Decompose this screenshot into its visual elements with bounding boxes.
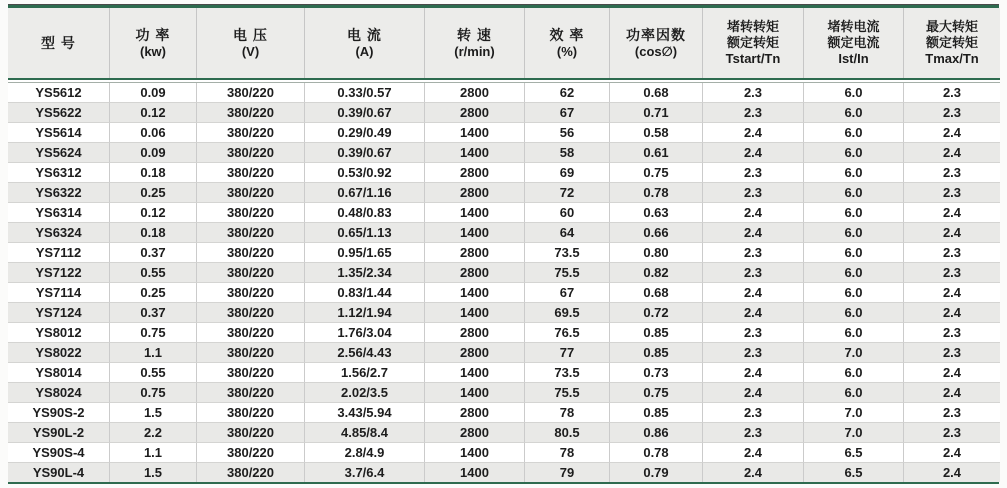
value-cell: 380/220 <box>197 383 305 403</box>
value-cell: 6.0 <box>804 163 904 183</box>
value-cell: 6.0 <box>804 143 904 163</box>
value-cell: 1.35/2.34 <box>305 263 425 283</box>
value-cell: 0.39/0.67 <box>305 103 425 123</box>
value-cell: 7.0 <box>804 423 904 443</box>
table-row <box>8 143 1000 163</box>
value-cell: 2.3 <box>703 263 804 283</box>
col-header-label2: 额定转矩 <box>925 35 978 50</box>
value-cell: 76.5 <box>525 323 610 343</box>
table-row <box>8 83 1000 103</box>
value-cell: 1.5 <box>110 403 197 423</box>
col-header-label: 堵转电流 <box>827 19 880 34</box>
table-row <box>8 443 1000 463</box>
value-cell: 6.0 <box>804 323 904 343</box>
value-cell: 0.55 <box>110 263 197 283</box>
value-cell: 380/220 <box>197 223 305 243</box>
value-cell: 380/220 <box>197 203 305 223</box>
col-header-power <box>110 8 197 78</box>
value-cell: 1400 <box>425 463 525 482</box>
value-cell: 1400 <box>425 383 525 403</box>
table-row <box>8 123 1000 143</box>
value-cell: 0.85 <box>610 403 703 423</box>
value-cell: 73.5 <box>525 243 610 263</box>
value-cell: 2.3 <box>703 83 804 103</box>
table-row <box>8 183 1000 203</box>
value-cell: 6.0 <box>804 363 904 383</box>
value-cell: 380/220 <box>197 443 305 463</box>
value-cell: 2.4 <box>703 303 804 323</box>
value-cell: 2.3 <box>703 183 804 203</box>
value-cell: 2.4 <box>703 123 804 143</box>
model-cell: YS7114 <box>8 283 110 303</box>
value-cell: 6.0 <box>804 243 904 263</box>
value-cell: 2.4 <box>904 463 1000 482</box>
value-cell: 0.80 <box>610 243 703 263</box>
value-cell: 380/220 <box>197 163 305 183</box>
value-cell: 1400 <box>425 143 525 163</box>
model-cell: YS90L-2 <box>8 423 110 443</box>
col-header-label: 最大转矩 <box>925 19 978 34</box>
value-cell: 4.85/8.4 <box>305 423 425 443</box>
col-header-unit: (V) <box>241 43 260 59</box>
value-cell: 2800 <box>425 103 525 123</box>
value-cell: 0.85 <box>610 323 703 343</box>
value-cell: 0.68 <box>610 283 703 303</box>
col-header-label: 电 流 <box>347 26 382 43</box>
value-cell: 0.79 <box>610 463 703 482</box>
value-cell: 0.75 <box>110 323 197 343</box>
col-header-label: 转 速 <box>457 26 492 43</box>
value-cell: 1.12/1.94 <box>305 303 425 323</box>
value-cell: 380/220 <box>197 183 305 203</box>
value-cell: 0.18 <box>110 223 197 243</box>
table-row <box>8 243 1000 263</box>
table-row <box>8 463 1000 482</box>
model-cell: YS7124 <box>8 303 110 323</box>
value-cell: 380/220 <box>197 83 305 103</box>
model-cell: YS6312 <box>8 163 110 183</box>
col-header-label: 堵转转矩 <box>726 19 779 34</box>
value-cell: 2.4 <box>904 383 1000 403</box>
value-cell: 0.12 <box>110 103 197 123</box>
value-cell: 6.0 <box>804 123 904 143</box>
value-cell: 2.4 <box>703 443 804 463</box>
value-cell: 79 <box>525 463 610 482</box>
table-row <box>8 263 1000 283</box>
value-cell: 67 <box>525 103 610 123</box>
motor-spec-table <box>8 8 1000 482</box>
value-cell: 0.68 <box>610 83 703 103</box>
value-cell: 0.39/0.67 <box>305 143 425 163</box>
model-cell: YS5614 <box>8 123 110 143</box>
value-cell: 1.1 <box>110 443 197 463</box>
value-cell: 60 <box>525 203 610 223</box>
value-cell: 1400 <box>425 443 525 463</box>
col-header-unit: (r/min) <box>454 43 495 59</box>
value-cell: 1400 <box>425 223 525 243</box>
value-cell: 0.48/0.83 <box>305 203 425 223</box>
value-cell: 2.3 <box>703 243 804 263</box>
motor-spec-table-container <box>8 5 999 484</box>
value-cell: 80.5 <box>525 423 610 443</box>
model-cell: YS90L-4 <box>8 463 110 482</box>
value-cell: 380/220 <box>197 103 305 123</box>
value-cell: 58 <box>525 143 610 163</box>
value-cell: 0.09 <box>110 83 197 103</box>
model-cell: YS7112 <box>8 243 110 263</box>
col-header-unit: (%) <box>556 43 578 59</box>
value-cell: 380/220 <box>197 263 305 283</box>
value-cell: 67 <box>525 283 610 303</box>
model-cell: YS8014 <box>8 363 110 383</box>
value-cell: 6.0 <box>804 383 904 403</box>
value-cell: 62 <box>525 83 610 103</box>
value-cell: 1.56/2.7 <box>305 363 425 383</box>
value-cell: 380/220 <box>197 423 305 443</box>
value-cell: 0.65/1.13 <box>305 223 425 243</box>
model-cell: YS5622 <box>8 103 110 123</box>
value-cell: 6.5 <box>804 443 904 463</box>
col-header-ratio: Tstart/Tn <box>725 51 781 66</box>
value-cell: 6.0 <box>804 303 904 323</box>
value-cell: 7.0 <box>804 403 904 423</box>
col-header-label: 功率因数 <box>626 26 686 43</box>
value-cell: 77 <box>525 343 610 363</box>
header-row <box>8 8 1000 78</box>
value-cell: 7.0 <box>804 343 904 363</box>
value-cell: 2.3 <box>904 423 1000 443</box>
value-cell: 6.0 <box>804 83 904 103</box>
value-cell: 2.4 <box>904 283 1000 303</box>
model-cell: YS90S-2 <box>8 403 110 423</box>
value-cell: 2800 <box>425 163 525 183</box>
col-header-label: 功 率 <box>135 26 171 43</box>
value-cell: 0.29/0.49 <box>305 123 425 143</box>
value-cell: 380/220 <box>197 243 305 263</box>
col-header-label: 型 号 <box>41 34 76 51</box>
value-cell: 3.7/6.4 <box>305 463 425 482</box>
value-cell: 78 <box>525 403 610 423</box>
value-cell: 2.3 <box>703 163 804 183</box>
table-body <box>8 83 1000 482</box>
value-cell: 2.4 <box>703 143 804 163</box>
value-cell: 1400 <box>425 363 525 383</box>
value-cell: 380/220 <box>197 143 305 163</box>
value-cell: 0.37 <box>110 303 197 323</box>
value-cell: 2800 <box>425 183 525 203</box>
col-header-model <box>8 8 110 78</box>
value-cell: 2800 <box>425 423 525 443</box>
value-cell: 2.3 <box>904 163 1000 183</box>
col-header-current <box>305 8 425 78</box>
model-cell: YS8024 <box>8 383 110 403</box>
value-cell: 2.4 <box>904 363 1000 383</box>
value-cell: 78 <box>525 443 610 463</box>
value-cell: 6.0 <box>804 103 904 123</box>
col-header-speed <box>425 8 525 78</box>
table-header <box>8 8 1000 83</box>
col-header-label2: 额定转矩 <box>726 35 779 50</box>
value-cell: 380/220 <box>197 323 305 343</box>
col-header-max-torque <box>904 8 1000 78</box>
value-cell: 380/220 <box>197 463 305 482</box>
value-cell: 0.37 <box>110 243 197 263</box>
value-cell: 0.75 <box>610 383 703 403</box>
col-header-label: 电 压 <box>233 26 268 43</box>
value-cell: 2.8/4.9 <box>305 443 425 463</box>
value-cell: 0.71 <box>610 103 703 123</box>
value-cell: 2.3 <box>904 103 1000 123</box>
value-cell: 75.5 <box>525 263 610 283</box>
value-cell: 2.4 <box>703 463 804 482</box>
value-cell: 0.66 <box>610 223 703 243</box>
table-row <box>8 203 1000 223</box>
value-cell: 0.67/1.16 <box>305 183 425 203</box>
model-cell: YS8022 <box>8 343 110 363</box>
value-cell: 3.43/5.94 <box>305 403 425 423</box>
value-cell: 0.09 <box>110 143 197 163</box>
value-cell: 2.4 <box>703 283 804 303</box>
value-cell: 0.55 <box>110 363 197 383</box>
value-cell: 0.25 <box>110 283 197 303</box>
value-cell: 2.4 <box>904 303 1000 323</box>
value-cell: 2800 <box>425 323 525 343</box>
col-header-locked-rotor-current <box>804 8 904 78</box>
value-cell: 69.5 <box>525 303 610 323</box>
value-cell: 2.3 <box>904 243 1000 263</box>
value-cell: 2800 <box>425 243 525 263</box>
value-cell: 64 <box>525 223 610 243</box>
table-row <box>8 403 1000 423</box>
value-cell: 0.78 <box>610 183 703 203</box>
value-cell: 69 <box>525 163 610 183</box>
value-cell: 1400 <box>425 203 525 223</box>
value-cell: 2.3 <box>703 343 804 363</box>
value-cell: 0.86 <box>610 423 703 443</box>
model-cell: YS5612 <box>8 83 110 103</box>
value-cell: 0.58 <box>610 123 703 143</box>
value-cell: 75.5 <box>525 383 610 403</box>
table-row <box>8 303 1000 323</box>
value-cell: 2800 <box>425 343 525 363</box>
table-row <box>8 363 1000 383</box>
col-header-power-factor <box>610 8 703 78</box>
value-cell: 0.61 <box>610 143 703 163</box>
value-cell: 2.4 <box>904 223 1000 243</box>
col-header-unit: (A) <box>355 43 374 59</box>
value-cell: 0.72 <box>610 303 703 323</box>
table-row <box>8 383 1000 403</box>
table-row <box>8 323 1000 343</box>
value-cell: 0.12 <box>110 203 197 223</box>
value-cell: 6.0 <box>804 183 904 203</box>
table-row <box>8 283 1000 303</box>
value-cell: 2.3 <box>904 83 1000 103</box>
value-cell: 2.4 <box>904 143 1000 163</box>
value-cell: 380/220 <box>197 403 305 423</box>
value-cell: 2.3 <box>904 263 1000 283</box>
value-cell: 0.63 <box>610 203 703 223</box>
value-cell: 380/220 <box>197 363 305 383</box>
value-cell: 2.2 <box>110 423 197 443</box>
value-cell: 0.18 <box>110 163 197 183</box>
value-cell: 0.75 <box>110 383 197 403</box>
col-header-label: 效 率 <box>549 26 585 43</box>
value-cell: 2.3 <box>904 323 1000 343</box>
value-cell: 0.78 <box>610 443 703 463</box>
value-cell: 2800 <box>425 83 525 103</box>
value-cell: 2.3 <box>703 323 804 343</box>
model-cell: YS6314 <box>8 203 110 223</box>
value-cell: 6.5 <box>804 463 904 482</box>
value-cell: 6.0 <box>804 203 904 223</box>
table-row <box>8 223 1000 243</box>
col-header-ratio: Tmax/Tn <box>925 51 979 66</box>
value-cell: 2.3 <box>703 103 804 123</box>
value-cell: 1.5 <box>110 463 197 482</box>
value-cell: 380/220 <box>197 303 305 323</box>
value-cell: 6.0 <box>804 223 904 243</box>
value-cell: 380/220 <box>197 283 305 303</box>
model-cell: YS7122 <box>8 263 110 283</box>
value-cell: 0.83/1.44 <box>305 283 425 303</box>
value-cell: 2.3 <box>904 343 1000 363</box>
value-cell: 2.3 <box>904 403 1000 423</box>
value-cell: 2.4 <box>703 383 804 403</box>
table-row <box>8 163 1000 183</box>
model-cell: YS6322 <box>8 183 110 203</box>
value-cell: 2.4 <box>703 223 804 243</box>
value-cell: 0.25 <box>110 183 197 203</box>
value-cell: 0.53/0.92 <box>305 163 425 183</box>
table-row <box>8 343 1000 363</box>
col-header-unit: (cos∅) <box>634 43 678 59</box>
value-cell: 1400 <box>425 303 525 323</box>
value-cell: 56 <box>525 123 610 143</box>
col-header-label2: 额定电流 <box>827 35 880 50</box>
table-row <box>8 103 1000 123</box>
value-cell: 2.3 <box>703 403 804 423</box>
col-header-unit: (kw) <box>140 43 166 59</box>
model-cell: YS8012 <box>8 323 110 343</box>
value-cell: 2800 <box>425 403 525 423</box>
col-header-voltage <box>197 8 305 78</box>
value-cell: 2.56/4.43 <box>305 343 425 363</box>
col-header-efficiency <box>525 8 610 78</box>
value-cell: 0.82 <box>610 263 703 283</box>
value-cell: 2.02/3.5 <box>305 383 425 403</box>
value-cell: 0.95/1.65 <box>305 243 425 263</box>
value-cell: 1400 <box>425 123 525 143</box>
value-cell: 2.3 <box>904 183 1000 203</box>
value-cell: 1.76/3.04 <box>305 323 425 343</box>
value-cell: 6.0 <box>804 263 904 283</box>
value-cell: 380/220 <box>197 123 305 143</box>
value-cell: 72 <box>525 183 610 203</box>
value-cell: 1.1 <box>110 343 197 363</box>
col-header-locked-rotor-torque <box>703 8 804 78</box>
value-cell: 2.3 <box>703 423 804 443</box>
value-cell: 0.73 <box>610 363 703 383</box>
value-cell: 0.75 <box>610 163 703 183</box>
value-cell: 6.0 <box>804 283 904 303</box>
value-cell: 73.5 <box>525 363 610 383</box>
value-cell: 1400 <box>425 283 525 303</box>
model-cell: YS90S-4 <box>8 443 110 463</box>
value-cell: 380/220 <box>197 343 305 363</box>
value-cell: 2800 <box>425 263 525 283</box>
model-cell: YS6324 <box>8 223 110 243</box>
value-cell: 2.4 <box>904 123 1000 143</box>
value-cell: 2.4 <box>904 443 1000 463</box>
model-cell: YS5624 <box>8 143 110 163</box>
value-cell: 0.33/0.57 <box>305 83 425 103</box>
value-cell: 2.4 <box>703 363 804 383</box>
value-cell: 0.06 <box>110 123 197 143</box>
value-cell: 0.85 <box>610 343 703 363</box>
col-header-ratio: Ist/In <box>838 51 869 66</box>
value-cell: 2.4 <box>904 203 1000 223</box>
table-row <box>8 423 1000 443</box>
value-cell: 2.4 <box>703 203 804 223</box>
